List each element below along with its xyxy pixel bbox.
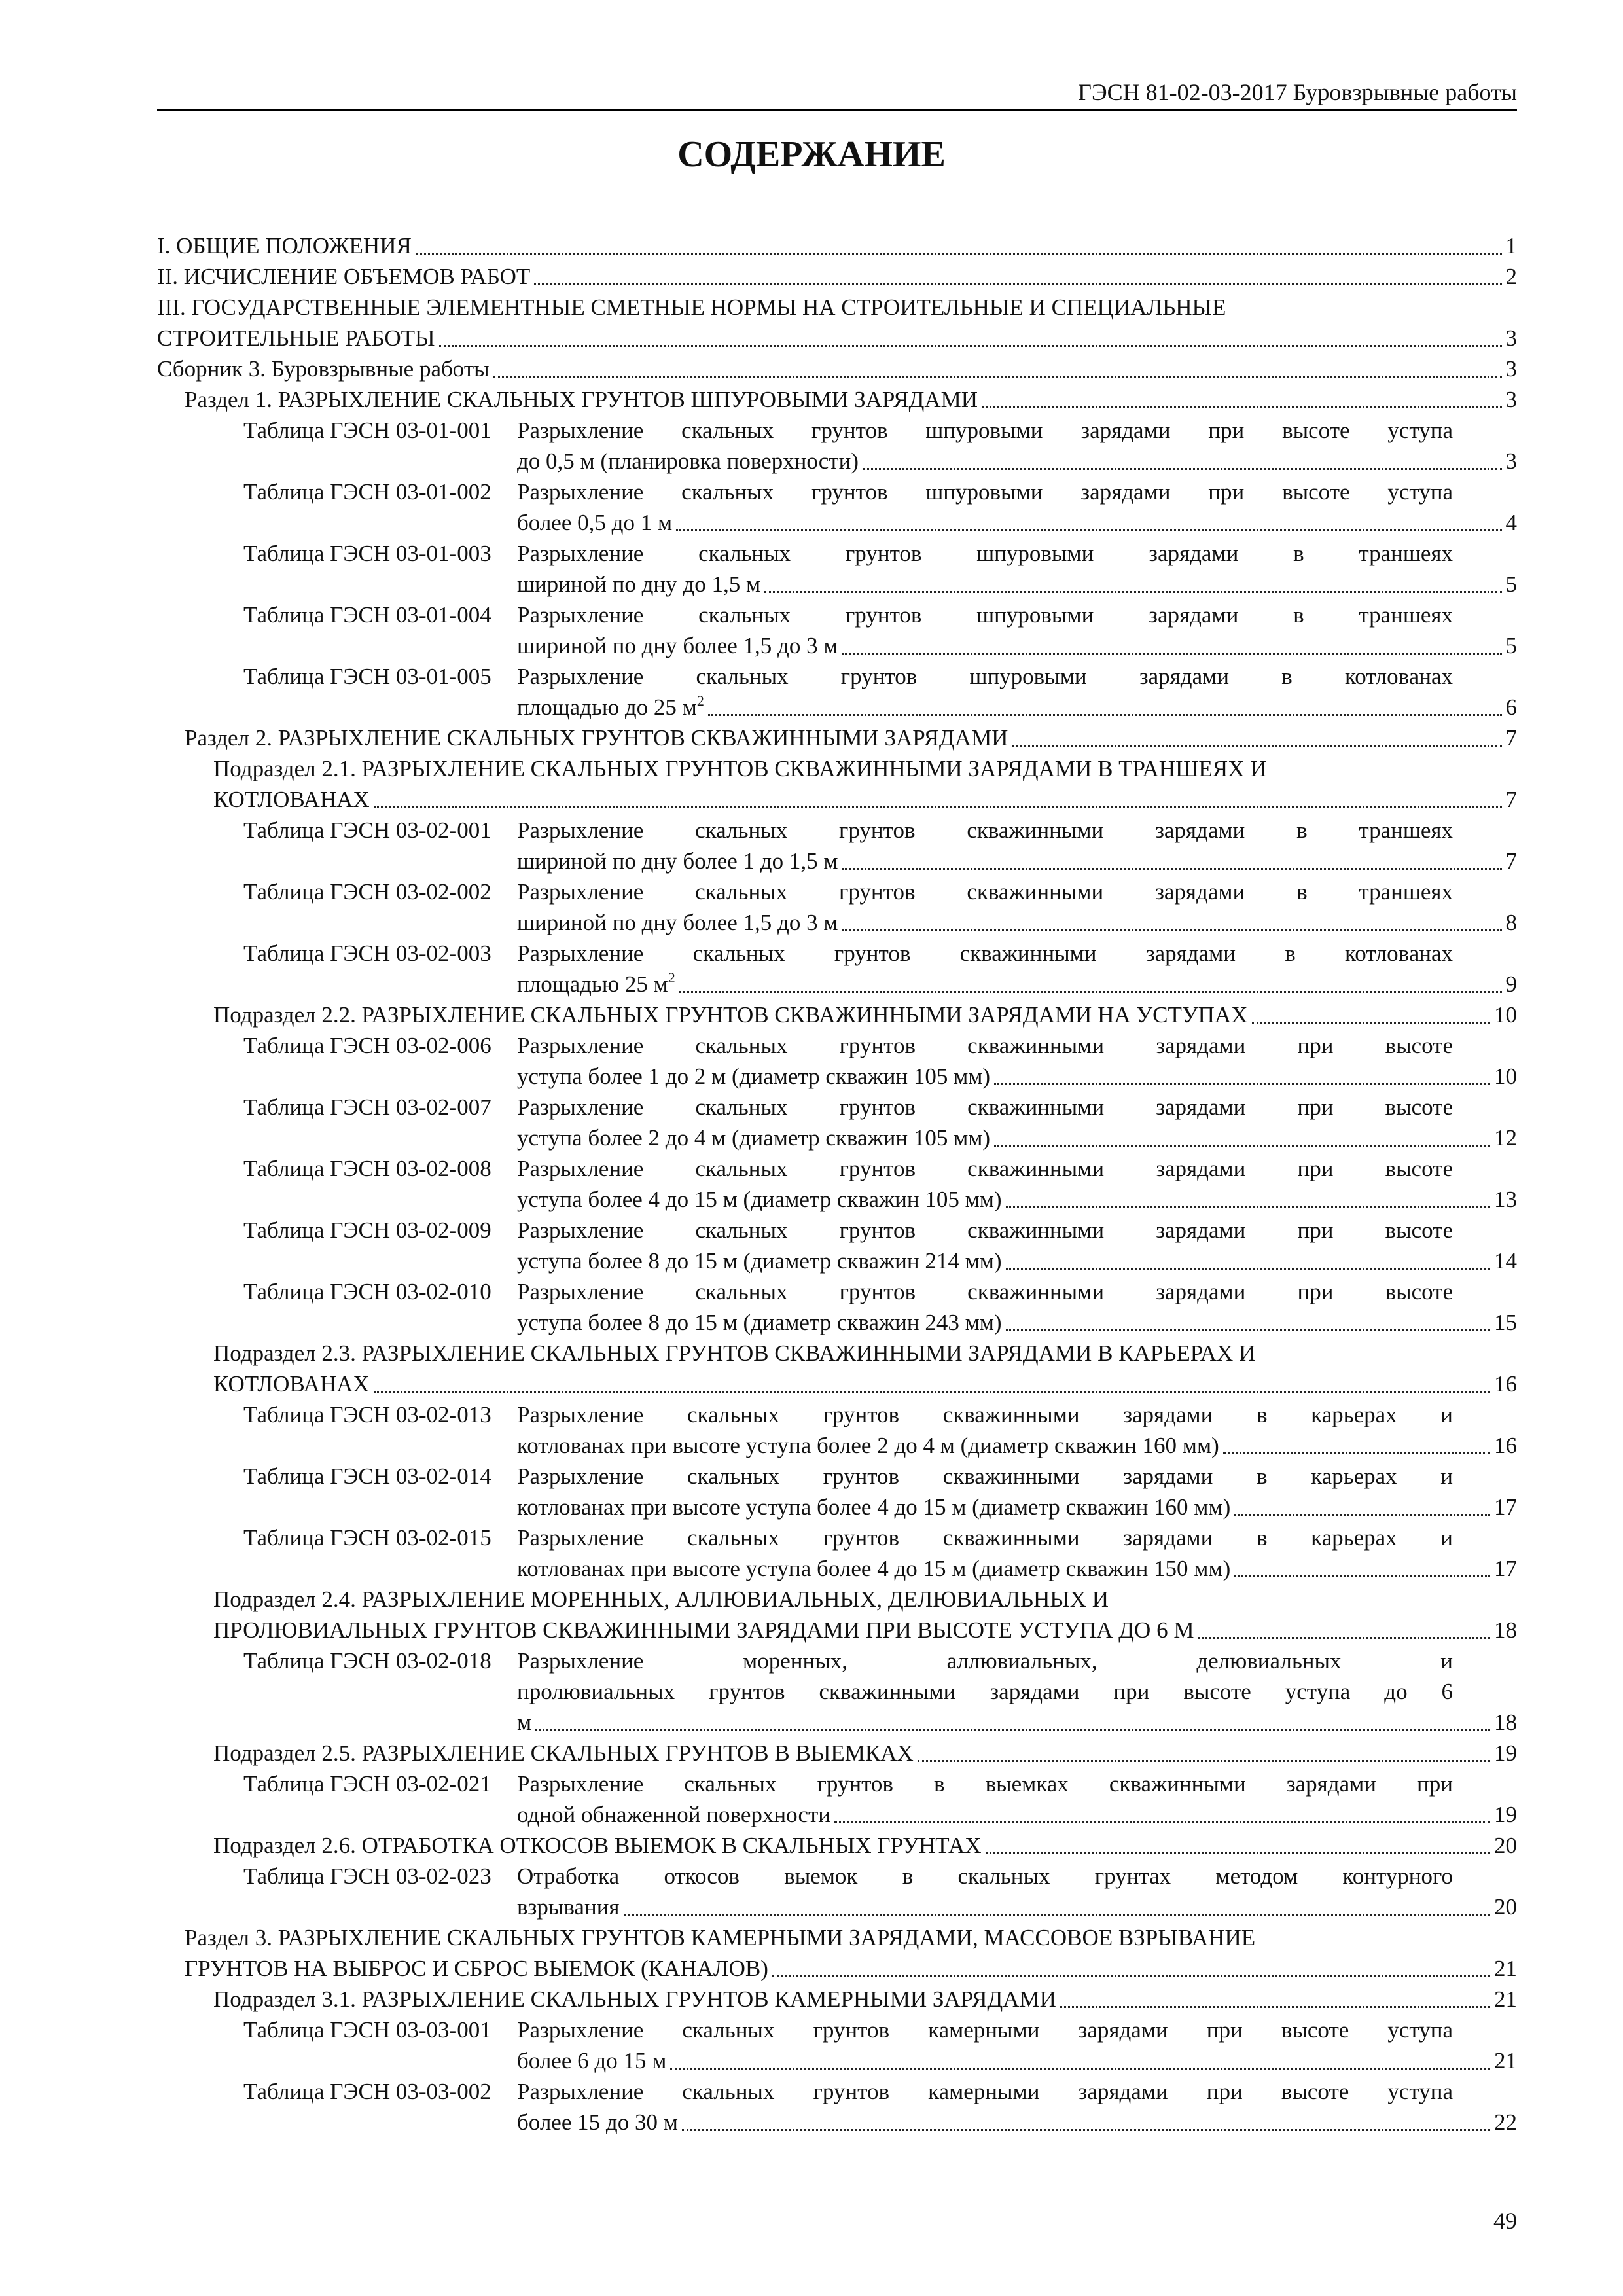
toc-page-number: 16 bbox=[1494, 1371, 1517, 1397]
toc-page-number: 15 bbox=[1494, 1310, 1517, 1335]
toc-page-number: 6 bbox=[1505, 694, 1517, 720]
toc-entry-text: Раздел 3. РАЗРЫХЛЕНИЕ СКАЛЬНЫХ ГРУНТОВ КАМЕРНЫМИ ЗАРЯДАМИ, МАССОВОЕ ВЗРЫВАНИЕ bbox=[185, 1925, 1256, 1950]
table-title: Отработка откосов выемок в скальных грунтах методом контурного bbox=[517, 1863, 1453, 1889]
toc-page-number: 10 bbox=[1494, 1064, 1517, 1089]
toc-section[interactable] bbox=[157, 723, 1517, 753]
toc-entry-text: Подраздел 2.1. РАЗРЫХЛЕНИЕ СКАЛЬНЫХ ГРУНТОВ СКВАЖИННЫМИ ЗАРЯДАМИ В ТРАНШЕЯХ И bbox=[213, 756, 1267, 781]
toc-table-entry[interactable] bbox=[157, 1276, 1517, 1338]
table-code: Таблица ГЭСН 03-01-002 bbox=[243, 479, 491, 505]
table-title: Разрыхление скальных грунтов скважинными зарядами при высоте bbox=[517, 1279, 1453, 1304]
toc-entry-text-cont: КОТЛОВАНАХ bbox=[213, 787, 370, 812]
dot-leader bbox=[994, 1083, 1490, 1085]
toc-page-number: 20 bbox=[1494, 1894, 1517, 1920]
table-title-cont: котлованах при высоте уступа более 4 до 15 м (диаметр скважин 160 мм) bbox=[517, 1494, 1231, 1520]
toc-page-number: 21 bbox=[1494, 1956, 1517, 1981]
toc-entry-text-cont: ГРУНТОВ НА ВЫБРОС И СБРОС ВЫЕМОК (КАНАЛОВ) bbox=[185, 1956, 768, 1981]
toc-page-number: 3 bbox=[1505, 387, 1517, 412]
page-number: 49 bbox=[1493, 2208, 1517, 2234]
table-title-cont: м bbox=[517, 1710, 532, 1735]
dot-leader bbox=[842, 929, 1501, 931]
toc-page-number: 12 bbox=[1494, 1125, 1517, 1151]
table-title-cont: шириной по дну более 1 до 1,5 м bbox=[517, 848, 838, 874]
toc-page-number: 17 bbox=[1494, 1494, 1517, 1520]
dot-leader bbox=[863, 468, 1502, 470]
toc-entry-text: Подраздел 2.2. РАЗРЫХЛЕНИЕ СКАЛЬНЫХ ГРУНТОВ СКВАЖИННЫМИ ЗАРЯДАМИ НА УСТУПАХ bbox=[213, 1002, 1248, 1028]
toc-table-entry[interactable] bbox=[157, 1861, 1517, 1922]
toc-entry-text: Подраздел 2.4. РАЗРЫХЛЕНИЕ МОРЕННЫХ, АЛЛЮВИАЛЬНЫХ, ДЕЛЮВИАЛЬНЫХ И bbox=[213, 1587, 1109, 1612]
dot-leader bbox=[708, 714, 1502, 716]
toc-subsection[interactable] bbox=[157, 753, 1517, 815]
toc-subsection[interactable] bbox=[157, 1338, 1517, 1399]
dot-leader bbox=[1198, 1637, 1490, 1639]
table-title: Разрыхление скальных грунтов скважинными зарядами в котлованах bbox=[517, 941, 1453, 966]
dot-leader bbox=[994, 1145, 1490, 1147]
toc-page-number: 8 bbox=[1505, 910, 1517, 935]
table-code: Таблица ГЭСН 03-03-002 bbox=[243, 2079, 491, 2104]
table-title: Разрыхление скальных грунтов шпуровыми зарядами в траншеях bbox=[517, 602, 1453, 628]
dot-leader bbox=[679, 991, 1502, 993]
toc-table-entry[interactable] bbox=[157, 1030, 1517, 1092]
toc-page-number: 10 bbox=[1494, 1002, 1517, 1028]
dot-leader bbox=[764, 591, 1501, 593]
dot-leader bbox=[1223, 1452, 1490, 1454]
toc-table-entry[interactable] bbox=[157, 1461, 1517, 1522]
toc-section[interactable] bbox=[157, 1922, 1517, 1984]
toc-subsection[interactable] bbox=[157, 999, 1517, 1030]
dot-leader bbox=[982, 406, 1501, 408]
table-title-cont: уступа более 8 до 15 м (диаметр скважин 214 мм) bbox=[517, 1248, 1002, 1274]
toc-page-number: 21 bbox=[1494, 2048, 1517, 2073]
table-code: Таблица ГЭСН 03-01-005 bbox=[243, 664, 491, 689]
toc-page-number: 5 bbox=[1505, 633, 1517, 658]
toc-page-number: 7 bbox=[1505, 848, 1517, 874]
table-title-cont: шириной по дну до 1,5 м bbox=[517, 571, 761, 597]
table-title: Разрыхление скальных грунтов скважинными зарядами при высоте bbox=[517, 1094, 1453, 1120]
toc-page-number: 13 bbox=[1494, 1187, 1517, 1212]
toc-entry-text: Сборник 3. Буровзрывные работы bbox=[157, 356, 490, 382]
dot-leader bbox=[374, 806, 1502, 808]
dot-leader bbox=[986, 1852, 1491, 1854]
dot-leader bbox=[416, 253, 1502, 255]
toc-page-number: 22 bbox=[1494, 2109, 1517, 2135]
table-code: Таблица ГЭСН 03-02-006 bbox=[243, 1033, 491, 1058]
table-title: Разрыхление скальных грунтов скважинными зарядами в траншеях bbox=[517, 817, 1453, 843]
table-title-cont: более 15 до 30 м bbox=[517, 2109, 678, 2135]
dot-leader bbox=[374, 1391, 1490, 1393]
table-title-cont: одной обнаженной поверхности bbox=[517, 1802, 831, 1827]
toc-page-number: 1 bbox=[1505, 233, 1517, 259]
toc-page-number: 3 bbox=[1505, 325, 1517, 351]
table-of-contents bbox=[157, 230, 1517, 2138]
dot-leader bbox=[1006, 1268, 1490, 1270]
table-code: Таблица ГЭСН 03-02-010 bbox=[243, 1279, 491, 1304]
table-title-cont: взрывания bbox=[517, 1894, 620, 1920]
table-code: Таблица ГЭСН 03-02-008 bbox=[243, 1156, 491, 1181]
toc-table-entry[interactable] bbox=[157, 661, 1517, 723]
table-title: Разрыхление скальных грунтов скважинными зарядами при высоте bbox=[517, 1156, 1453, 1181]
superscript: 2 bbox=[696, 692, 704, 709]
toc-entry-text-cont: ПРОЛЮВИАЛЬНЫХ ГРУНТОВ СКВАЖИННЫМИ ЗАРЯДАМИ ПРИ ВЫСОТЕ УСТУПА ДО 6 М bbox=[213, 1617, 1194, 1643]
table-code: Таблица ГЭСН 03-01-001 bbox=[243, 418, 491, 443]
table-title: Разрыхление скальных грунтов шпуровыми зарядами при высоте уступа bbox=[517, 418, 1453, 443]
toc-section[interactable] bbox=[157, 384, 1517, 415]
table-code: Таблица ГЭСН 03-02-003 bbox=[243, 941, 491, 966]
toc-entry-text: Раздел 1. РАЗРЫХЛЕНИЕ СКАЛЬНЫХ ГРУНТОВ ШПУРОВЫМИ ЗАРЯДАМИ bbox=[185, 387, 978, 412]
table-title: Разрыхление скальных грунтов скважинными зарядами при высоте bbox=[517, 1217, 1453, 1243]
toc-table-entry[interactable] bbox=[157, 415, 1517, 476]
table-code: Таблица ГЭСН 03-02-015 bbox=[243, 1525, 491, 1551]
toc-page-number: 9 bbox=[1505, 971, 1517, 997]
toc-page-number: 18 bbox=[1494, 1710, 1517, 1735]
table-title-cont: уступа более 1 до 2 м (диаметр скважин 105 мм) bbox=[517, 1064, 991, 1089]
dot-leader bbox=[439, 345, 1502, 347]
dot-leader bbox=[534, 283, 1501, 285]
toc-entry[interactable] bbox=[157, 230, 1517, 261]
table-code: Таблица ГЭСН 03-02-014 bbox=[243, 1463, 491, 1489]
toc-page-number: 17 bbox=[1494, 1556, 1517, 1581]
table-title-cont: площадью 25 м bbox=[517, 971, 668, 997]
table-code: Таблица ГЭСН 03-02-023 bbox=[243, 1863, 491, 1889]
toc-entry-text: I. ОБЩИЕ ПОЛОЖЕНИЯ bbox=[157, 233, 412, 259]
dot-leader bbox=[676, 529, 1501, 531]
toc-entry[interactable] bbox=[157, 292, 1517, 353]
table-title: Разрыхление скальных грунтов камерными зарядами при высоте уступа bbox=[517, 2017, 1453, 2043]
toc-table-entry[interactable] bbox=[157, 1768, 1517, 1830]
toc-subsection[interactable] bbox=[157, 1830, 1517, 1861]
table-code: Таблица ГЭСН 03-02-002 bbox=[243, 879, 491, 905]
toc-page-number: 3 bbox=[1505, 356, 1517, 382]
table-title: Разрыхление скальных грунтов скважинными зарядами в траншеях bbox=[517, 879, 1453, 905]
table-title-cont: пролювиальных грунтов скважинными зарядами при высоте уступа до 6 bbox=[517, 1679, 1453, 1704]
dot-leader bbox=[670, 2068, 1490, 2070]
toc-subsection[interactable] bbox=[157, 1584, 1517, 1645]
table-code: Таблица ГЭСН 03-02-007 bbox=[243, 1094, 491, 1120]
table-title: Разрыхление скальных грунтов камерными зарядами при высоте уступа bbox=[517, 2079, 1453, 2104]
toc-page-number: 18 bbox=[1494, 1617, 1517, 1643]
table-title-cont: до 0,5 м (планировка поверхности) bbox=[517, 448, 859, 474]
toc-entry-text: Подраздел 2.6. ОТРАБОТКА ОТКОСОВ ВЫЕМОК В СКАЛЬНЫХ ГРУНТАХ bbox=[213, 1833, 982, 1858]
header-text: ГЭСН 81-02-03-2017 Буровзрывные работы bbox=[1078, 79, 1517, 105]
toc-entry-text: II. ИСЧИСЛЕНИЕ ОБЪЕМОВ РАБОТ bbox=[157, 264, 531, 289]
toc-table-entry[interactable] bbox=[157, 538, 1517, 600]
toc-page-number: 3 bbox=[1505, 448, 1517, 474]
dot-leader bbox=[682, 2129, 1490, 2131]
table-code: Таблица ГЭСН 03-02-001 bbox=[243, 817, 491, 843]
toc-table-entry[interactable] bbox=[157, 815, 1517, 876]
dot-leader bbox=[1006, 1329, 1490, 1331]
dot-leader bbox=[493, 376, 1502, 378]
toc-page-number: 4 bbox=[1505, 510, 1517, 535]
dot-leader bbox=[842, 653, 1501, 655]
toc-table-entry[interactable] bbox=[157, 938, 1517, 999]
dot-leader bbox=[842, 868, 1501, 870]
table-title-cont: более 0,5 до 1 м bbox=[517, 510, 673, 535]
toc-page-number: 20 bbox=[1494, 1833, 1517, 1858]
dot-leader bbox=[1252, 1022, 1491, 1024]
toc-table-entry[interactable] bbox=[157, 1215, 1517, 1276]
toc-table-entry[interactable] bbox=[157, 876, 1517, 938]
dot-leader bbox=[1234, 1514, 1490, 1516]
table-title: Разрыхление скальных грунтов скважинными зарядами при высоте bbox=[517, 1033, 1453, 1058]
toc-entry[interactable] bbox=[157, 261, 1517, 292]
toc-page-number: 5 bbox=[1505, 571, 1517, 597]
table-title-cont: котлованах при высоте уступа более 2 до 4 м (диаметр скважин 160 мм) bbox=[517, 1433, 1219, 1458]
superscript: 2 bbox=[668, 969, 675, 986]
table-title-cont: шириной по дну более 1,5 до 3 м bbox=[517, 633, 838, 658]
toc-table-entry[interactable] bbox=[157, 476, 1517, 538]
toc-page-number: 7 bbox=[1505, 787, 1517, 812]
dot-leader bbox=[535, 1729, 1490, 1731]
toc-entry-text: Подраздел 2.5. РАЗРЫХЛЕНИЕ СКАЛЬНЫХ ГРУНТОВ В ВЫЕМКАХ bbox=[213, 1740, 914, 1766]
toc-page-number: 19 bbox=[1494, 1802, 1517, 1827]
table-title: Разрыхление скальных грунтов шпуровыми зарядами в траншеях bbox=[517, 541, 1453, 566]
table-code: Таблица ГЭСН 03-02-013 bbox=[243, 1402, 491, 1427]
toc-page-number: 16 bbox=[1494, 1433, 1517, 1458]
dot-leader bbox=[1234, 1575, 1490, 1577]
table-title: Разрыхление скальных грунтов скважинными зарядами в карьерах и bbox=[517, 1402, 1453, 1427]
table-title: Разрыхление скальных грунтов скважинными зарядами в карьерах и bbox=[517, 1463, 1453, 1489]
toc-entry-text: Подраздел 3.1. РАЗРЫХЛЕНИЕ СКАЛЬНЫХ ГРУНТОВ КАМЕРНЫМИ ЗАРЯДАМИ bbox=[213, 1986, 1056, 2012]
table-code: Таблица ГЭСН 03-02-021 bbox=[243, 1771, 491, 1797]
table-title-cont: котлованах при высоте уступа более 4 до 15 м (диаметр скважин 150 мм) bbox=[517, 1556, 1231, 1581]
toc-table-entry[interactable] bbox=[157, 1645, 1517, 1738]
table-title-cont: уступа более 2 до 4 м (диаметр скважин 105 мм) bbox=[517, 1125, 991, 1151]
dot-leader bbox=[1006, 1206, 1490, 1208]
toc-table-entry[interactable] bbox=[157, 600, 1517, 661]
dot-leader bbox=[834, 1821, 1490, 1823]
table-title: Разрыхление моренных, аллювиальных, делювиальных и bbox=[517, 1648, 1453, 1674]
page-title: СОДЕРЖАНИЕ bbox=[677, 134, 946, 175]
toc-entry-text: III. ГОСУДАРСТВЕННЫЕ ЭЛЕМЕНТНЫЕ СМЕТНЫЕ НОРМЫ НА СТРОИТЕЛЬНЫЕ И СПЕЦИАЛЬНЫЕ bbox=[157, 295, 1226, 320]
dot-leader bbox=[918, 1760, 1490, 1762]
dot-leader bbox=[1012, 745, 1501, 747]
toc-subsection[interactable] bbox=[157, 1984, 1517, 2015]
table-code: Таблица ГЭСН 03-01-003 bbox=[243, 541, 491, 566]
table-title-cont: уступа более 8 до 15 м (диаметр скважин 243 мм) bbox=[517, 1310, 1002, 1335]
toc-entry-text-cont: СТРОИТЕЛЬНЫЕ РАБОТЫ bbox=[157, 325, 435, 351]
toc-page-number: 19 bbox=[1494, 1740, 1517, 1766]
dot-leader bbox=[624, 1914, 1490, 1916]
toc-page-number: 21 bbox=[1494, 1986, 1517, 2012]
toc-table-entry[interactable] bbox=[157, 1399, 1517, 1461]
table-title: Разрыхление скальных грунтов шпуровыми зарядами при высоте уступа bbox=[517, 479, 1453, 505]
table-title: Разрыхление скальных грунтов в выемках скважинными зарядами при bbox=[517, 1771, 1453, 1797]
table-code: Таблица ГЭСН 03-03-001 bbox=[243, 2017, 491, 2043]
dot-leader bbox=[1060, 2006, 1490, 2008]
table-title-cont: более 6 до 15 м bbox=[517, 2048, 667, 2073]
table-code: Таблица ГЭСН 03-02-009 bbox=[243, 1217, 491, 1243]
toc-table-entry[interactable] bbox=[157, 2076, 1517, 2138]
table-code: Таблица ГЭСН 03-02-018 bbox=[243, 1648, 491, 1674]
toc-entry-text: Подраздел 2.3. РАЗРЫХЛЕНИЕ СКАЛЬНЫХ ГРУНТОВ СКВАЖИННЫМИ ЗАРЯДАМИ В КАРЬЕРАХ И bbox=[213, 1340, 1256, 1366]
table-title-cont: площадью до 25 м bbox=[517, 694, 697, 720]
table-title-cont: шириной по дну более 1,5 до 3 м bbox=[517, 910, 838, 935]
table-title-cont: уступа более 4 до 15 м (диаметр скважин 105 мм) bbox=[517, 1187, 1002, 1212]
toc-page-number: 2 bbox=[1505, 264, 1517, 289]
toc-table-entry[interactable] bbox=[157, 2015, 1517, 2076]
toc-entry-text-cont: КОТЛОВАНАХ bbox=[213, 1371, 370, 1397]
toc-subsection[interactable] bbox=[157, 1738, 1517, 1768]
toc-page-number: 7 bbox=[1505, 725, 1517, 751]
dot-leader bbox=[772, 1975, 1490, 1977]
table-title: Разрыхление скальных грунтов шпуровыми зарядами в котлованах bbox=[517, 664, 1453, 689]
toc-table-entry[interactable] bbox=[157, 1522, 1517, 1584]
table-title: Разрыхление скальных грунтов скважинными зарядами в карьерах и bbox=[517, 1525, 1453, 1551]
toc-entry-text: Раздел 2. РАЗРЫХЛЕНИЕ СКАЛЬНЫХ ГРУНТОВ СКВАЖИННЫМИ ЗАРЯДАМИ bbox=[185, 725, 1008, 751]
toc-table-entry[interactable] bbox=[157, 1092, 1517, 1153]
running-header bbox=[157, 77, 1517, 111]
toc-table-entry[interactable] bbox=[157, 1153, 1517, 1215]
toc-page-number: 14 bbox=[1494, 1248, 1517, 1274]
table-code: Таблица ГЭСН 03-01-004 bbox=[243, 602, 491, 628]
toc-entry[interactable] bbox=[157, 353, 1517, 384]
